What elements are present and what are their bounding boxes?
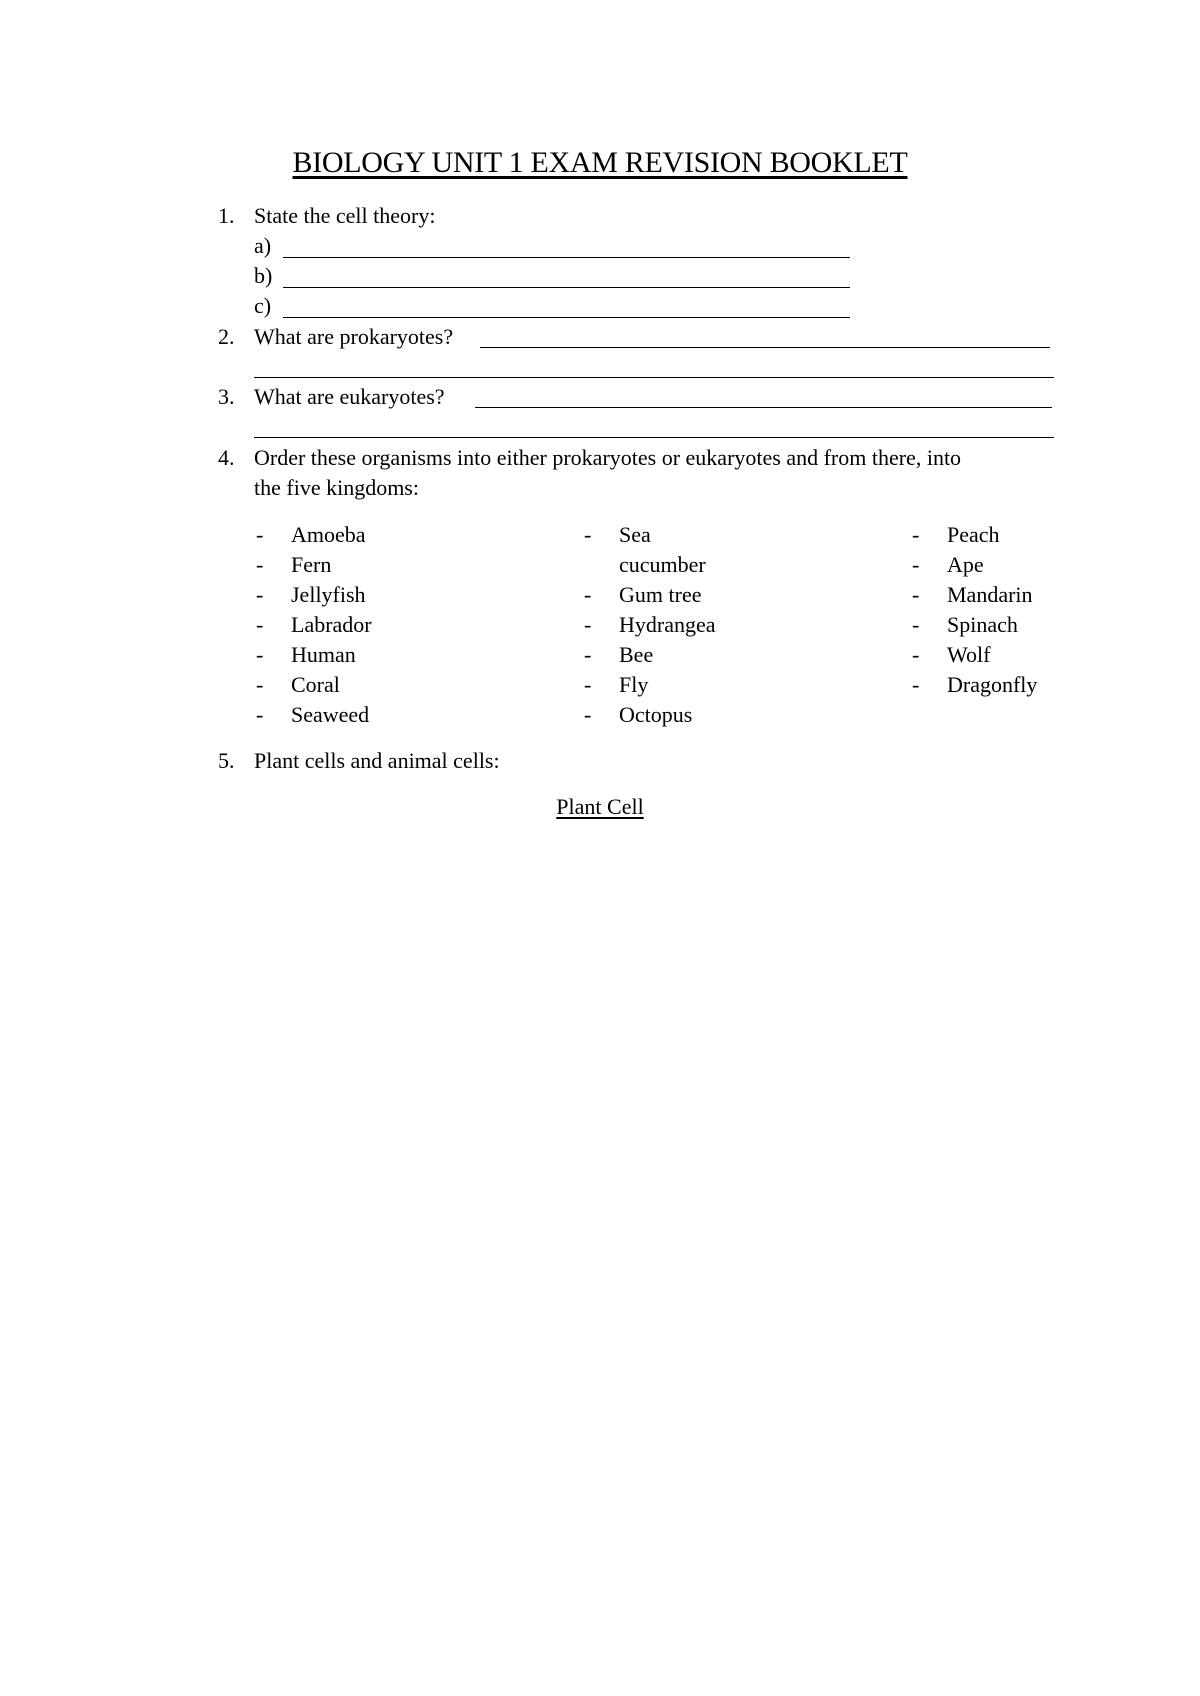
list-dash: - bbox=[584, 642, 592, 667]
list-item: Sea bbox=[619, 522, 651, 547]
list-item: Mandarin bbox=[947, 582, 1033, 607]
list-dash: - bbox=[256, 582, 264, 607]
question-1-number: 1. bbox=[218, 203, 235, 228]
list-dash: - bbox=[256, 522, 264, 547]
list-dash: - bbox=[256, 642, 264, 667]
list-dash: - bbox=[912, 522, 920, 547]
list-dash: - bbox=[912, 642, 920, 667]
question-4-text-line-1: Order these organisms into either prokaryotes or eukaryotes and from there, into bbox=[254, 445, 962, 470]
list-item: Labrador bbox=[291, 612, 372, 637]
question-2-answer-line-1 bbox=[480, 347, 1050, 348]
question-5-text: Plant cells and animal cells: bbox=[254, 748, 500, 773]
list-item: Hydrangea bbox=[619, 612, 716, 637]
question-2-number: 2. bbox=[218, 324, 235, 349]
list-item: Wolf bbox=[947, 642, 991, 667]
question-2-answer-line-2 bbox=[254, 377, 1054, 378]
list-item: Coral bbox=[291, 672, 340, 697]
list-dash: - bbox=[912, 612, 920, 637]
question-1-part-a-answer-line bbox=[283, 257, 850, 258]
list-item-continuation: cucumber bbox=[619, 552, 706, 577]
list-dash: - bbox=[912, 582, 920, 607]
list-item: Peach bbox=[947, 522, 1000, 547]
list-item: Fern bbox=[291, 552, 332, 577]
question-4-text-line-2: the five kingdoms: bbox=[254, 475, 419, 500]
list-item: Octopus bbox=[619, 702, 693, 727]
page-title: BIOLOGY UNIT 1 EXAM REVISION BOOKLET bbox=[292, 146, 908, 179]
question-1-part-c-answer-line bbox=[283, 317, 850, 318]
list-item: Fly bbox=[619, 672, 649, 697]
question-3-answer-line-2 bbox=[254, 437, 1054, 438]
list-dash: - bbox=[256, 672, 264, 697]
list-item: Ape bbox=[947, 552, 984, 577]
list-item: Bee bbox=[619, 642, 654, 667]
question-3-number: 3. bbox=[218, 384, 235, 409]
question-1-part-c-label: c) bbox=[254, 293, 272, 318]
list-item: Dragonfly bbox=[947, 672, 1038, 697]
question-2-text: What are prokaryotes? bbox=[254, 324, 454, 349]
list-dash: - bbox=[256, 702, 264, 727]
list-item: Amoeba bbox=[291, 522, 366, 547]
list-dash: - bbox=[256, 552, 264, 577]
question-1-part-b-answer-line bbox=[283, 287, 850, 288]
list-dash: - bbox=[584, 702, 592, 727]
question-3-text: What are eukaryotes? bbox=[254, 384, 445, 409]
question-4-number: 4. bbox=[218, 445, 235, 470]
question-1-part-a-label: a) bbox=[254, 233, 272, 258]
question-1-part-b-label: b) bbox=[254, 263, 273, 288]
plant-cell-heading: Plant Cell bbox=[556, 794, 644, 819]
list-dash: - bbox=[256, 612, 264, 637]
question-3-answer-line-1 bbox=[475, 407, 1052, 408]
list-dash: - bbox=[912, 552, 920, 577]
question-5-number: 5. bbox=[218, 748, 235, 773]
list-item: Human bbox=[291, 642, 356, 667]
list-item: Spinach bbox=[947, 612, 1018, 637]
list-item: Seaweed bbox=[291, 702, 370, 727]
list-dash: - bbox=[584, 672, 592, 697]
list-dash: - bbox=[584, 582, 592, 607]
list-dash: - bbox=[584, 522, 592, 547]
list-dash: - bbox=[584, 612, 592, 637]
list-item: Gum tree bbox=[619, 582, 702, 607]
list-dash: - bbox=[912, 672, 920, 697]
question-1-text: State the cell theory: bbox=[254, 203, 436, 228]
list-item: Jellyfish bbox=[291, 582, 366, 607]
